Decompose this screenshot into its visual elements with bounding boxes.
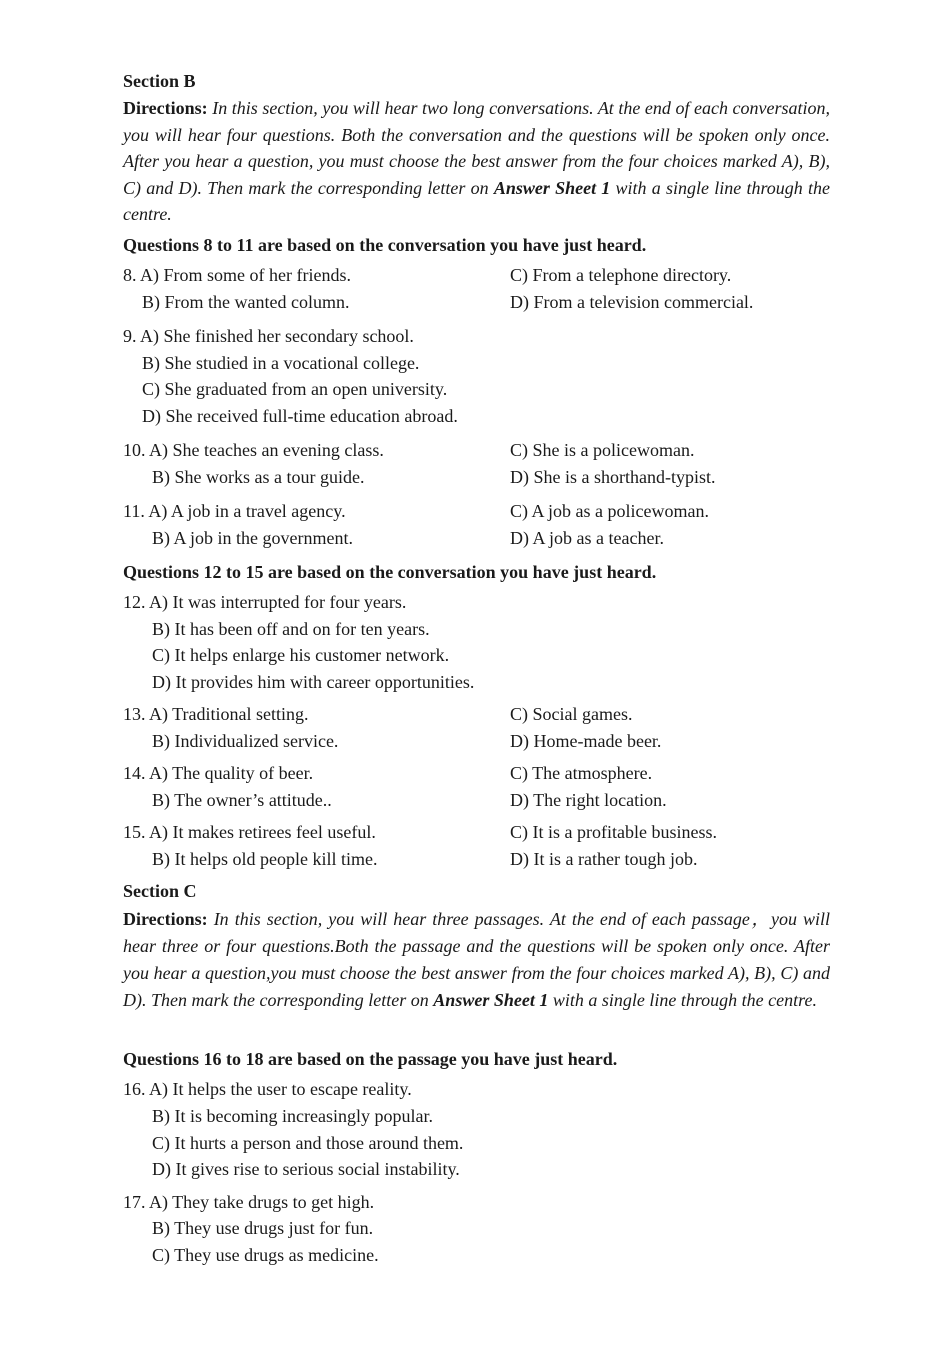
directions-label: Directions:	[123, 909, 208, 929]
group-heading-12-15: Questions 12 to 15 are based on the conversation you have just heard.	[123, 562, 657, 582]
directions-text-end: with a single line through the centre.	[123, 177, 830, 224]
q15-option-b: B) It helps old people kill time.	[152, 849, 378, 869]
q12-option-a: 12. A) It was interrupted for four years.	[123, 592, 407, 612]
directions-label: Directions:	[123, 98, 208, 118]
section-c-title: Section C	[123, 881, 197, 901]
q13-option-d: D) Home-made beer.	[510, 731, 662, 751]
directions-text-end: with a single line through the centre.	[548, 990, 817, 1010]
q15-option-c: C) It is a profitable business.	[510, 822, 717, 842]
group-heading-16-18: Questions 16 to 18 are based on the passage you have just heard.	[123, 1049, 618, 1069]
q13-option-c: C) Social games.	[510, 704, 633, 724]
q13-option-b: B) Individualized service.	[152, 731, 339, 751]
q15-option-a: 15. A) It makes retirees feel useful.	[123, 822, 376, 842]
q15-option-d: D) It is a rather tough job.	[510, 849, 698, 869]
q9-option-c: C) She graduated from an open university.	[142, 379, 448, 399]
q8-option-a: 8. A) From some of her friends.	[123, 265, 351, 285]
q13-option-a: 13. A) Traditional setting.	[123, 704, 309, 724]
directions-text: In this section, you will hear three passages. At the end of each passage，you will hear three or four questions.Both the passage and the questions will be spoken only once. After you hear a question,you must choose the best answer from the four choices marked A), B), C) and D). Then mark the corresponding letter on	[123, 909, 830, 1010]
q10-option-a: 10. A) She teaches an evening class.	[123, 440, 384, 460]
q8-option-b: B) From the wanted column.	[142, 292, 350, 312]
q14-option-b: B) The owner’s attitude..	[152, 790, 332, 810]
q17-option-c: C) They use drugs as medicine.	[152, 1245, 379, 1265]
section-c-directions	[123, 906, 830, 1014]
q9-option-d: D) She received full-time education abroad.	[142, 406, 458, 426]
q9-option-b: B) She studied in a vocational college.	[142, 353, 420, 373]
q16-option-b: B) It is becoming increasingly popular.	[152, 1106, 433, 1126]
q12-option-b: B) It has been off and on for ten years.	[152, 619, 430, 639]
q10-option-c: C) She is a policewoman.	[510, 440, 695, 460]
q9-option-a: 9. A) She finished her secondary school.	[123, 326, 414, 346]
q10-option-b: B) She works as a tour guide.	[152, 467, 365, 487]
q16-option-d: D) It gives rise to serious social instability.	[152, 1159, 460, 1179]
q16-option-a: 16. A) It helps the user to escape reality.	[123, 1079, 412, 1099]
q12-option-c: C) It helps enlarge his customer network.	[152, 645, 450, 665]
answer-sheet-label: Answer Sheet 1	[433, 990, 549, 1010]
q11-option-c: C) A job as a policewoman.	[510, 501, 709, 521]
q8-option-c: C) From a telephone directory.	[510, 265, 732, 285]
section-b-title: Section B	[123, 71, 196, 91]
q11-option-a: 11. A) A job in a travel agency.	[123, 501, 346, 521]
q12-option-d: D) It provides him with career opportunities.	[152, 672, 475, 692]
q14-option-c: C) The atmosphere.	[510, 763, 653, 783]
q17-option-a: 17. A) They take drugs to get high.	[123, 1192, 375, 1212]
q16-option-c: C) It hurts a person and those around them.	[152, 1133, 464, 1153]
answer-sheet-label: Answer Sheet 1	[493, 177, 611, 198]
q8-option-d: D) From a television commercial.	[510, 292, 754, 312]
q10-option-d: D) She is a shorthand-typist.	[510, 467, 716, 487]
q11-option-d: D) A job as a teacher.	[510, 528, 664, 548]
group-heading-8-11: Questions 8 to 11 are based on the conversation you have just heard.	[123, 235, 647, 255]
q17-option-b: B) They use drugs just for fun.	[152, 1218, 374, 1238]
directions-text: In this section, you will hear two long conversations. At the end of each conversation, you will hear four questions. Both the conversation and the questions will be spoken only once. After you hear a question, you must choose the best answer from the four choices marked A), B), C) and D). Then mark the corresponding letter on	[123, 98, 830, 198]
q14-option-d: D) The right location.	[510, 790, 667, 810]
section-b-directions	[123, 95, 830, 228]
q14-option-a: 14. A) The quality of beer.	[123, 763, 314, 783]
q11-option-b: B) A job in the government.	[152, 528, 353, 548]
